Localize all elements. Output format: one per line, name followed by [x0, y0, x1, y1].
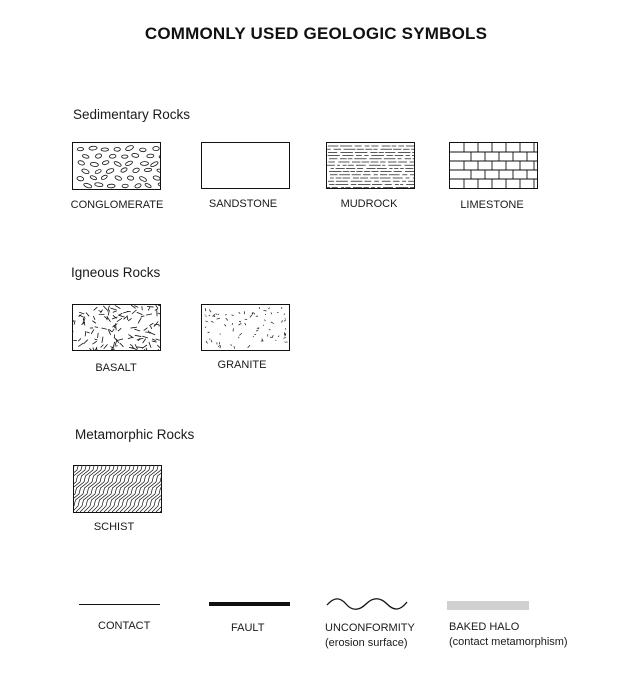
pebble-mark: [127, 176, 134, 181]
grain-mark: [220, 334, 221, 335]
pebble-mark: [140, 148, 147, 152]
pebble-mark: [144, 168, 152, 172]
grain-mark: [277, 312, 278, 313]
crystal-mark: [107, 317, 108, 320]
schist-swatch: [73, 465, 162, 513]
baked-halo-label: [449, 620, 568, 650]
grain-mark: [245, 323, 246, 325]
crystal-mark: [98, 333, 99, 338]
grain-mark: [211, 321, 213, 322]
crystal-mark: [146, 314, 152, 315]
grain-mark: [233, 328, 234, 331]
grain-mark: [254, 334, 256, 335]
grain-mark: [214, 316, 216, 317]
crystal-mark: [156, 305, 158, 309]
granite-pattern: [202, 305, 289, 350]
grain-mark: [278, 336, 279, 337]
pebble-mark: [158, 182, 160, 186]
limestone-pattern: [450, 143, 537, 188]
pebble-mark: [147, 154, 154, 158]
section-heading-metamorphic: Metamorphic Rocks: [75, 427, 195, 442]
basalt-swatch: [72, 304, 161, 351]
crystal-mark: [87, 332, 90, 333]
contact-label: CONTACT: [98, 620, 151, 632]
grain-mark: [234, 346, 235, 349]
pebble-mark: [120, 167, 128, 173]
crystal-mark: [109, 329, 112, 332]
pebble-mark: [77, 160, 85, 166]
crystal-mark: [134, 329, 140, 331]
crystal-mark: [157, 345, 160, 347]
grain-mark: [271, 322, 274, 324]
baked-halo-symbol: [447, 601, 529, 610]
crystal-mark: [150, 332, 155, 335]
pebble-mark: [139, 176, 147, 183]
crystal-mark: [117, 339, 123, 341]
sandstone-swatch: [201, 142, 290, 189]
pebble-mark: [114, 175, 122, 181]
pebble-mark: [132, 153, 139, 158]
crystal-mark: [154, 324, 159, 325]
limestone-swatch: [449, 142, 538, 189]
pebble-mark: [134, 183, 141, 189]
crystal-mark: [94, 307, 98, 310]
crystal-mark: [74, 320, 75, 324]
crystal-mark: [127, 316, 128, 320]
pebble-mark: [106, 168, 115, 175]
pebble-mark: [89, 146, 97, 150]
grain-mark: [258, 328, 259, 330]
grain-mark: [209, 315, 210, 316]
crystal-mark: [79, 312, 84, 314]
conglomerate-swatch: [72, 142, 161, 190]
grain-mark: [269, 329, 271, 330]
crystal-mark: [104, 344, 108, 348]
grain-mark: [217, 318, 220, 319]
crystal-mark: [131, 327, 137, 328]
crystal-mark: [120, 343, 124, 347]
crystal-mark: [78, 343, 83, 347]
grain-mark: [263, 310, 266, 311]
crystal-mark: [128, 318, 132, 321]
baked-halo-title: BAKED HALO: [449, 621, 520, 633]
crystal-mark: [132, 310, 137, 314]
grain-mark: [281, 321, 282, 323]
pebble-mark: [159, 154, 160, 159]
grain-mark: [205, 308, 206, 311]
crystal-mark: [92, 321, 96, 323]
pebble-mark: [90, 162, 99, 167]
fault-line-symbol: [209, 602, 290, 606]
crystal-mark: [86, 313, 89, 317]
grain-mark: [272, 335, 273, 337]
pebble-mark: [122, 155, 128, 159]
crystal-mark: [73, 320, 74, 323]
crystal-mark: [93, 348, 95, 350]
mudrock-swatch: [326, 142, 415, 189]
grain-mark: [253, 313, 255, 315]
grain-mark: [220, 345, 221, 348]
crystal-mark: [156, 339, 160, 340]
crystal-mark: [113, 311, 117, 312]
crystal-mark: [143, 339, 146, 343]
crystal-mark: [110, 308, 116, 310]
contact-line-symbol: [79, 604, 160, 605]
crystal-mark: [147, 306, 154, 307]
crystal-mark: [148, 307, 150, 310]
grain-mark: [226, 318, 228, 320]
crystal-mark: [115, 305, 120, 308]
granite-swatch: [201, 304, 290, 351]
unconformity-wavy-line: [325, 596, 409, 612]
grain-mark: [206, 341, 208, 343]
crystal-mark: [149, 323, 153, 325]
conglomerate-label: CONGLOMERATE: [70, 199, 164, 211]
pebble-mark: [95, 153, 102, 159]
crystal-mark: [112, 329, 114, 332]
grain-mark: [208, 332, 210, 333]
unconformity-symbol: [325, 596, 409, 612]
pebble-mark: [125, 160, 133, 166]
crystal-mark: [128, 338, 132, 339]
unconformity-subtitle: (erosion surface): [325, 637, 408, 649]
grain-mark: [216, 314, 218, 315]
basalt-label: BASALT: [95, 362, 137, 374]
fault-label: FAULT: [231, 622, 265, 634]
crystal-mark: [94, 339, 97, 340]
pebble-mark: [125, 145, 134, 152]
grain-mark: [245, 319, 248, 320]
crystal-mark: [118, 328, 121, 331]
grain-mark: [256, 330, 258, 331]
crystal-mark: [101, 345, 104, 348]
crystal-mark: [144, 328, 148, 331]
crystal-mark: [91, 329, 94, 333]
grain-mark: [232, 315, 234, 316]
grain-mark: [210, 339, 211, 340]
schist-label: SCHIST: [93, 521, 135, 533]
grain-mark: [231, 345, 232, 346]
crystal-mark: [152, 341, 157, 342]
crystal-mark: [85, 331, 86, 336]
grain-mark: [210, 311, 211, 312]
crystal-mark: [141, 316, 145, 317]
grain-mark: [218, 314, 219, 315]
grain-mark: [250, 315, 252, 318]
grain-mark: [225, 314, 226, 315]
grain-mark: [238, 323, 241, 325]
grain-mark: [218, 345, 219, 347]
section-heading-sedimentary: Sedimentary Rocks: [73, 107, 191, 122]
pebble-mark: [122, 184, 128, 188]
crystal-mark: [117, 318, 122, 321]
crystal-mark: [113, 342, 115, 349]
crystal-mark: [130, 344, 133, 346]
pebble-mark: [95, 169, 102, 174]
sandstone-label: SANDSTONE: [208, 198, 278, 210]
grain-mark: [211, 340, 212, 342]
baked-halo-subtitle: (contact metamorphism): [449, 636, 568, 648]
grain-mark: [239, 333, 242, 335]
grain-mark: [268, 308, 270, 309]
pebble-mark: [83, 182, 92, 188]
crystal-mark: [137, 347, 143, 348]
crystal-mark: [142, 336, 148, 338]
grain-mark: [206, 321, 208, 322]
crystal-mark: [102, 337, 103, 343]
section-heading-igneous: Igneous Rocks: [71, 265, 161, 280]
crystal-mark: [142, 349, 145, 350]
pebble-mark: [153, 175, 160, 181]
grain-mark: [205, 327, 206, 328]
grain-mark: [209, 309, 210, 311]
page-title: COMMONLY USED GEOLOGIC SYMBOLS: [144, 24, 488, 43]
crystal-mark: [134, 306, 138, 308]
grain-mark: [239, 321, 241, 322]
crystal-mark: [84, 340, 88, 344]
crystal-mark: [78, 338, 81, 341]
pebble-mark: [77, 147, 83, 151]
crystal-mark: [97, 348, 98, 350]
schist-pattern: [74, 466, 161, 512]
crystal-mark: [146, 348, 147, 350]
pebble-mark: [132, 167, 140, 173]
pebble-mark: [101, 148, 109, 151]
pebble-mark: [90, 175, 98, 181]
mudrock-pattern: [327, 143, 414, 188]
grain-mark: [265, 314, 266, 315]
pebble-mark: [153, 146, 160, 151]
limestone-label: LIMESTONE: [460, 199, 524, 211]
grain-mark: [265, 320, 266, 322]
grain-mark: [283, 338, 286, 339]
granite-label: GRANITE: [217, 359, 267, 371]
grain-mark: [248, 345, 250, 348]
mudrock-label: MUDROCK: [340, 198, 398, 210]
crystal-mark: [152, 339, 156, 341]
crystal-mark: [103, 306, 107, 311]
grain-mark: [239, 312, 240, 314]
crystal-mark: [138, 318, 141, 324]
crystal-mark: [95, 327, 98, 328]
crystal-mark: [158, 313, 160, 314]
unconformity-title: UNCONFORMITY: [325, 622, 415, 634]
pebble-mark: [82, 154, 89, 159]
pebble-mark: [102, 160, 109, 165]
crystal-mark: [118, 315, 124, 317]
crystal-mark: [155, 309, 158, 311]
basalt-pattern: [73, 305, 160, 350]
crystal-mark: [158, 349, 160, 350]
conglomerate-pattern: [73, 143, 160, 189]
pebble-mark: [157, 168, 160, 173]
grain-mark: [271, 312, 272, 314]
pebble-mark: [109, 154, 116, 158]
crystal-mark: [92, 341, 96, 344]
crystal-mark: [149, 342, 151, 348]
crystal-mark: [137, 312, 143, 315]
pebble-mark: [81, 168, 90, 174]
unconformity-label: [325, 621, 415, 651]
pebble-mark: [107, 184, 115, 188]
pebble-mark: [114, 147, 120, 151]
crystal-mark: [135, 335, 141, 336]
crystal-mark: [158, 305, 160, 307]
pebble-mark: [144, 183, 151, 189]
pebble-mark: [113, 161, 121, 168]
grain-mark: [257, 328, 259, 329]
pebble-mark: [150, 161, 159, 168]
crystal-mark: [102, 328, 107, 329]
grain-mark: [263, 325, 264, 326]
crystal-mark: [93, 316, 95, 320]
crystal-mark: [150, 326, 151, 329]
pebble-mark: [101, 174, 108, 180]
pebble-mark: [94, 182, 103, 187]
grain-mark: [285, 328, 286, 329]
crystal-mark: [154, 322, 158, 327]
pebble-mark: [77, 176, 85, 182]
pebble-mark: [140, 162, 148, 166]
grain-mark: [224, 324, 226, 326]
